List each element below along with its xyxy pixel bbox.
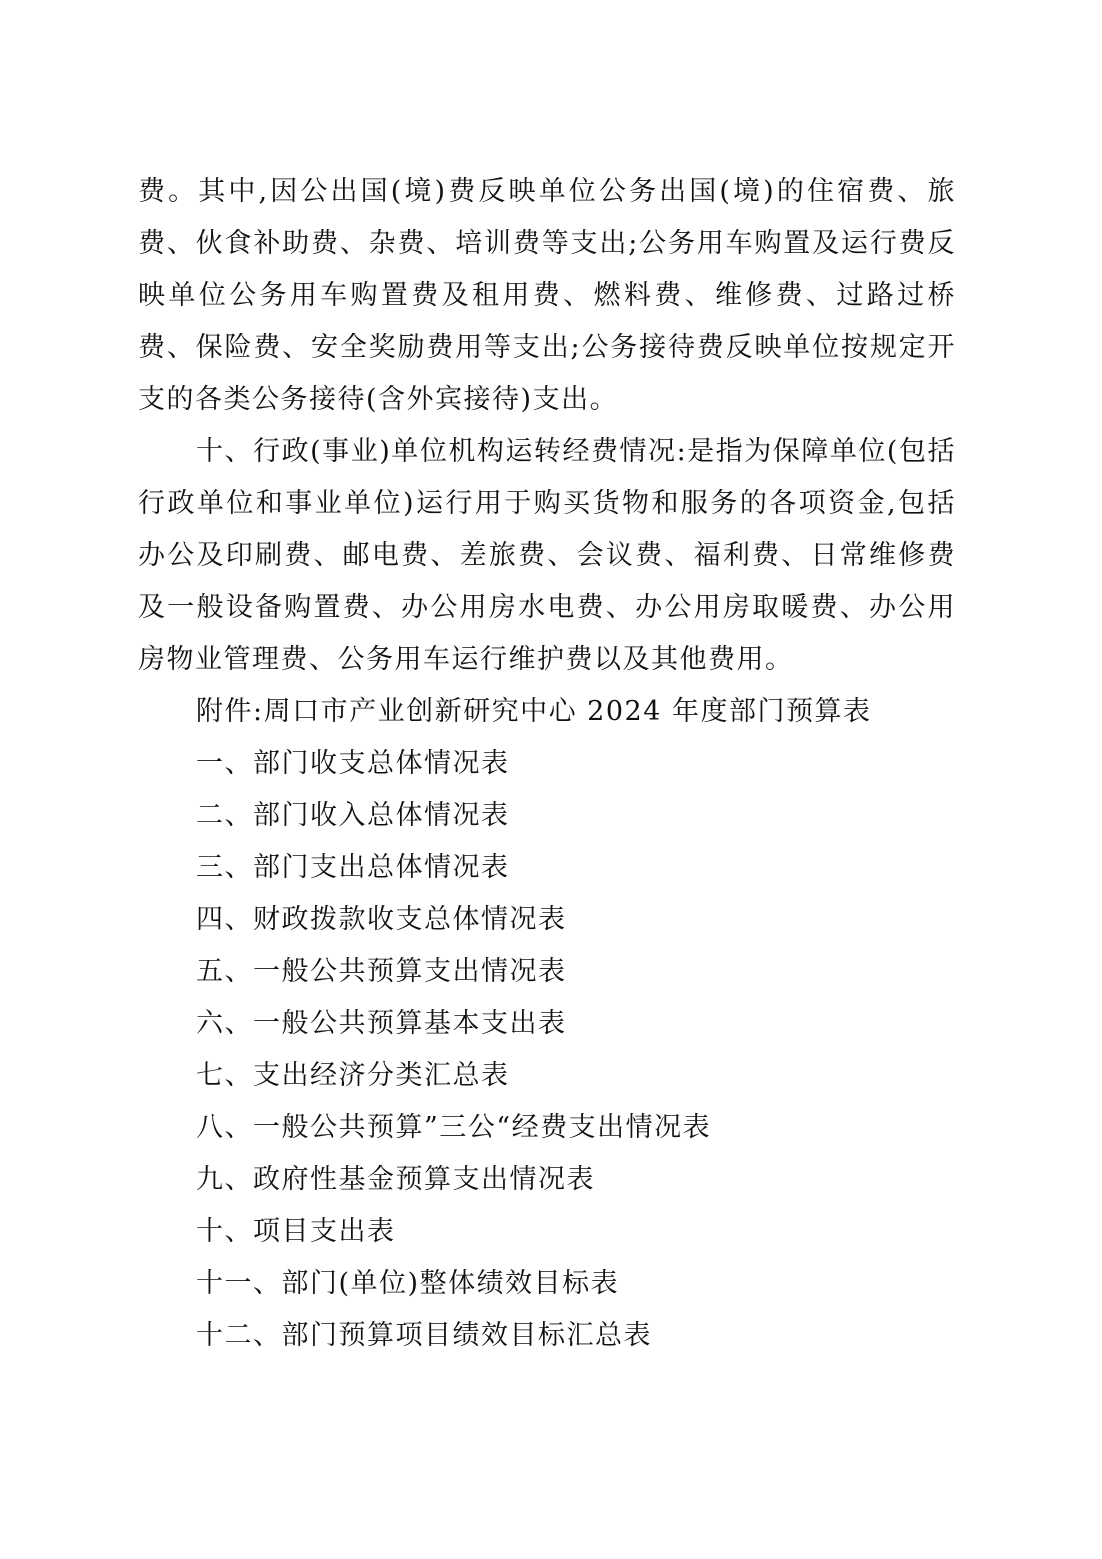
list-item: 六、一般公共预算基本支出表 xyxy=(196,1008,567,1039)
list-item: 十、项目支出表 xyxy=(196,1216,396,1247)
list-item: 十一、部门(单位)整体绩效目标表 xyxy=(196,1268,620,1299)
list-item: 五、一般公共预算支出情况表 xyxy=(196,956,567,987)
list-item: 十二、部门预算项目绩效目标汇总表 xyxy=(196,1320,652,1351)
paragraph-operating-funds: 十、行政(事业)单位机构运转经费情况:是指为保障单位(包括行政单位和事业单位)运行用于购买货物和服务的各项资金,包括办公及印刷费、邮电费、差旅费、会议费、福利费、日常维修费及一般设备购置费、办公用房水电费、办公用房取暖费、办公用房物业管理费、公务用车运行维护费以及其他费用。 xyxy=(138,436,956,675)
list-item: 九、政府性基金预算支出情况表 xyxy=(196,1164,595,1195)
list-item: 二、部门收入总体情况表 xyxy=(196,800,510,831)
list-item: 三、部门支出总体情况表 xyxy=(196,852,510,883)
list-item: 七、支出经济分类汇总表 xyxy=(196,1060,510,1091)
attachment-heading: 附件:周口市产业创新研究中心 2024 年度部门预算表 xyxy=(196,696,872,727)
paragraph-expense-definition: 费。其中,因公出国(境)费反映单位公务出国(境)的住宿费、旅费、伙食补助费、杂费、培训费等支出;公务用车购置及运行费反映单位公务用车购置费及租用费、燃料费、维修费、过路过桥费、保险费、安全奖励费用等支出;公务接待费反映单位按规定开支的各类公务接待(含外宾接待)支出。 xyxy=(138,176,956,415)
list-item: 四、财政拨款收支总体情况表 xyxy=(196,904,567,935)
attachment-list xyxy=(138,738,956,1362)
list-item: 一、部门收支总体情况表 xyxy=(196,748,510,779)
document-body xyxy=(138,166,956,1362)
list-item: 八、一般公共预算”三公“经费支出情况表 xyxy=(196,1112,712,1143)
